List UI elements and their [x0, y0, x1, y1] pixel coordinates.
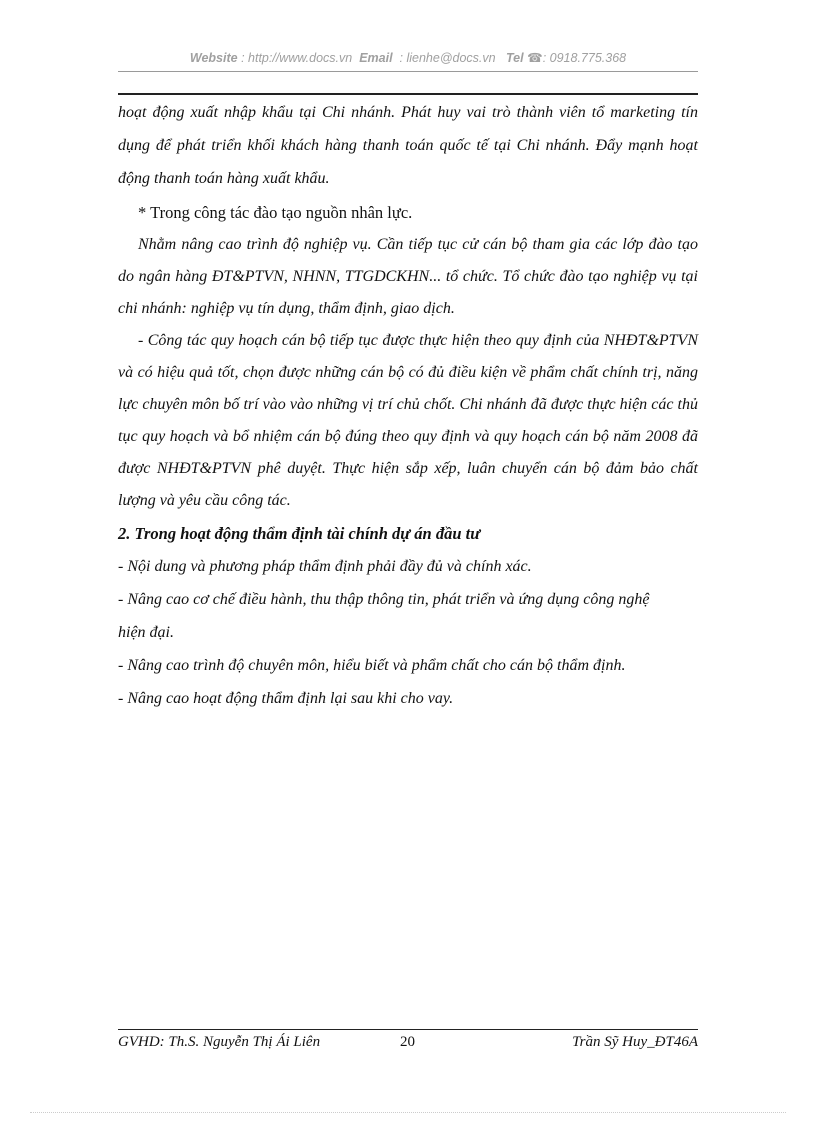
paragraph-training: Nhằm nâng cao trình độ nghiệp vụ. Cần tiếp tục cử cán bộ tham gia các lớp đào tạo do ngân hàng ĐT&PTVN, NHNN, TTGDCKHN... tổ chức. Tổ chức đào tạo nghiệp vụ tại chi nhánh: nghiệp vụ tín dụng, thẩm định, giao dịch.: [118, 236, 698, 317]
page-body: [118, 96, 698, 715]
page-number: 20: [400, 1034, 415, 1050]
page-footer: [118, 1034, 698, 1056]
tel-label: Tel: [506, 51, 524, 65]
list-item: - Nội dung và phương pháp thẩm định phải đầy đủ và chính xác.: [118, 558, 532, 575]
list-item: - Nâng cao trình độ chuyên môn, hiểu biết và phẩm chất cho cán bộ thẩm định.: [118, 657, 626, 674]
bottom-divider: [30, 1112, 786, 1113]
footer-author: Trần Sỹ Huy_ĐT46A: [572, 1034, 698, 1050]
header-rule-thick: [118, 93, 698, 95]
paragraph-staff-planning: - Công tác quy hoạch cán bộ tiếp tục được thực hiện theo quy định của NHĐT&PTVN và có hiệu quả tốt, chọn được những cán bộ có đủ điều kiện về phẩm chất chính trị, năng lực chuyên môn bố trí vào vào những vị trí chủ chốt. Chi nhánh đã được thực hiện các thủ tục quy hoạch và bổ nhiệm cán bộ đúng theo quy định và quy hoạch cán bộ năm 2008 đã được NHĐT&PTVN phê duyệt. Thực hiện sắp xếp, luân chuyển cán bộ đảm bảo chất lượng và yêu cầu công tác.: [118, 332, 698, 509]
list-item: - Nâng cao hoạt động thẩm định lại sau khi cho vay.: [118, 690, 454, 707]
paragraph-export-activities: hoạt động xuất nhập khẩu tại Chi nhánh. Phát huy vai trò thành viên tổ marketing tín dụng để phát triển khối khách hàng thanh toán quốc tế tại Chi nhánh. Đẩy mạnh hoạt động thanh toán hàng xuất khẩu.: [118, 104, 698, 187]
page-header: [118, 50, 698, 65]
footer-rule: [118, 1029, 698, 1030]
footer-advisor: GVHD: Th.S. Nguyễn Thị Ái Liên: [118, 1034, 321, 1050]
website-label: Website: [189, 51, 238, 65]
website-value: : http://www.docs.vn: [241, 51, 353, 65]
header-rule-thin: [118, 71, 698, 72]
list-item: - Nâng cao cơ chế điều hành, thu thập thông tin, phát triển và ứng dụng công nghệ hiện đại.: [118, 591, 650, 641]
email-label: Email: [359, 51, 393, 65]
phone-icon: ☎: [527, 51, 543, 65]
tel-value: : 0918.775.368: [542, 51, 627, 65]
heading-appraisal: 2. Trong hoạt động thẩm định tài chính dự án đầu tư: [118, 524, 481, 543]
email-value: : lienhe@docs.vn: [399, 51, 496, 65]
heading-training: * Trong công tác đào tạo nguồn nhân lực.: [138, 203, 413, 222]
